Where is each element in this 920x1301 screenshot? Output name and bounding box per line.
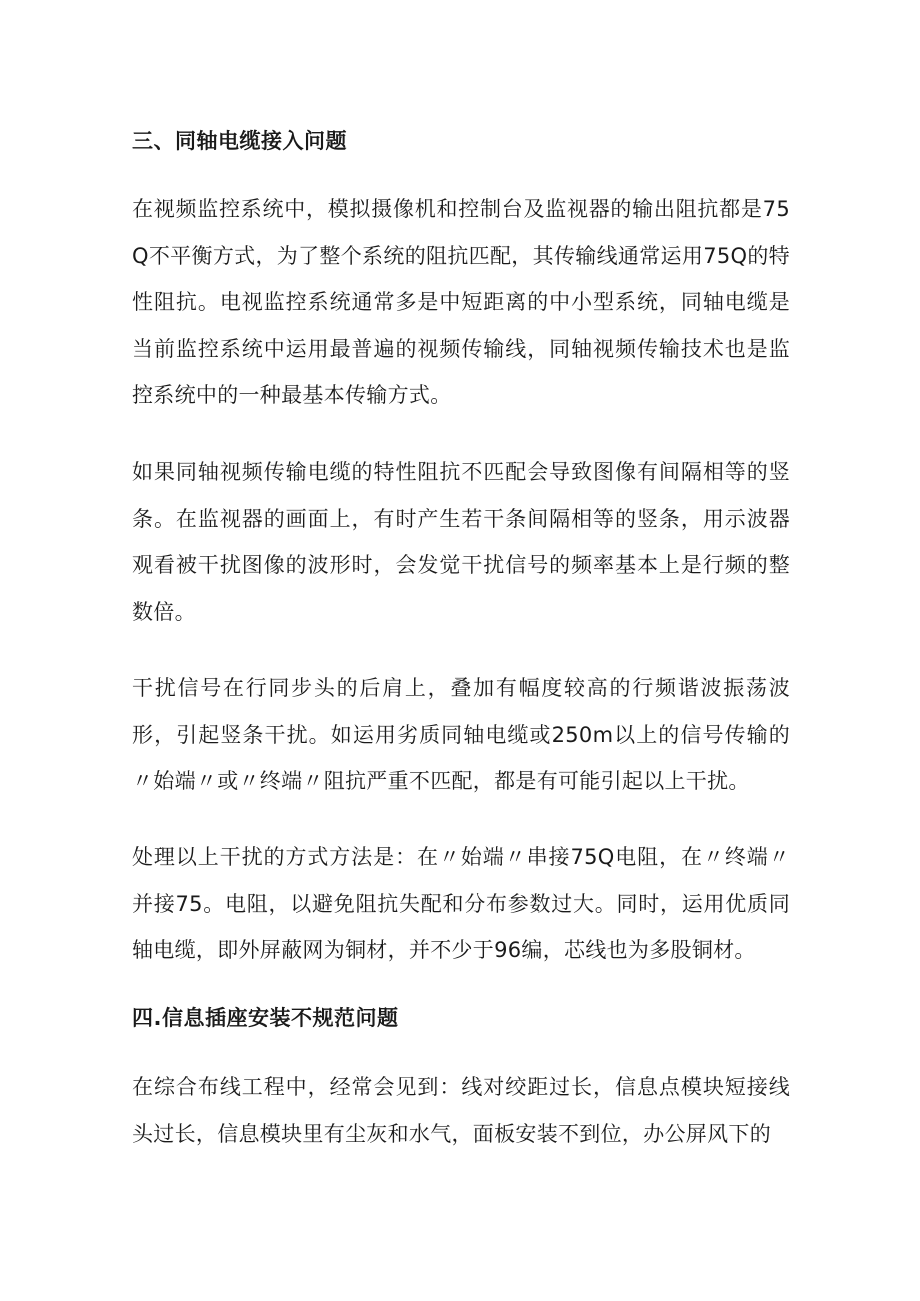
- paragraph-coax-intro: 在视频监控系统中，模拟摄像机和控制台及监视器的输出阻抗都是75Q不平衡方式，为了整个系统的阻抗匹配，其传输线通常运用75Q的特性阻抗。电视监控系统通常多是中短距离的中小型系统，同轴电缆是当前监控系统中运用最普遍的视频传输线，同轴视频传输技术也是监控系统中的一种最基本传输方式。: [132, 197, 790, 407]
- paragraph-impedance-mismatch: 如果同轴视频传输电缆的特性阻抗不匹配会导致图像有间隔相等的竖条。在监视器的画面上，有时产生若干条间隔相等的竖条，用示波器观看被干扰图像的波形时，会发觉干扰信号的频率基本上是行频的整数倍。: [132, 460, 790, 624]
- paragraph-solution: 处理以上干扰的方式方法是：在〃始端〃串接75Q电阻，在〃终端〃并接75。电阻，以避免阻抗失配和分布参数过大。同时，运用优质同轴电缆，即外屏蔽网为铜材，并不少于96编，芯线也为多股铜材。: [132, 845, 790, 962]
- section-heading-3: 三、同轴电缆接入问题: [132, 129, 347, 153]
- paragraph-interference-cause: 干扰信号在行同步头的后肩上，叠加有幅度较高的行频谐波振荡波形，引起竖条干扰。如运用劣质同轴电缆或250m以上的信号传输的〃始端〃或〃终端〃阻抗严重不匹配，都是有可能引起以上干扰。: [132, 676, 790, 793]
- section-heading-4: 四.信息插座安装不规范问题: [132, 1006, 399, 1030]
- paragraph-info-socket: 在综合布线工程中，经常会见到：线对绞距过长，信息点模块短接线头过长，信息模块里有尘灰和水气，面板安装不到位，办公屏风下的: [132, 1075, 790, 1146]
